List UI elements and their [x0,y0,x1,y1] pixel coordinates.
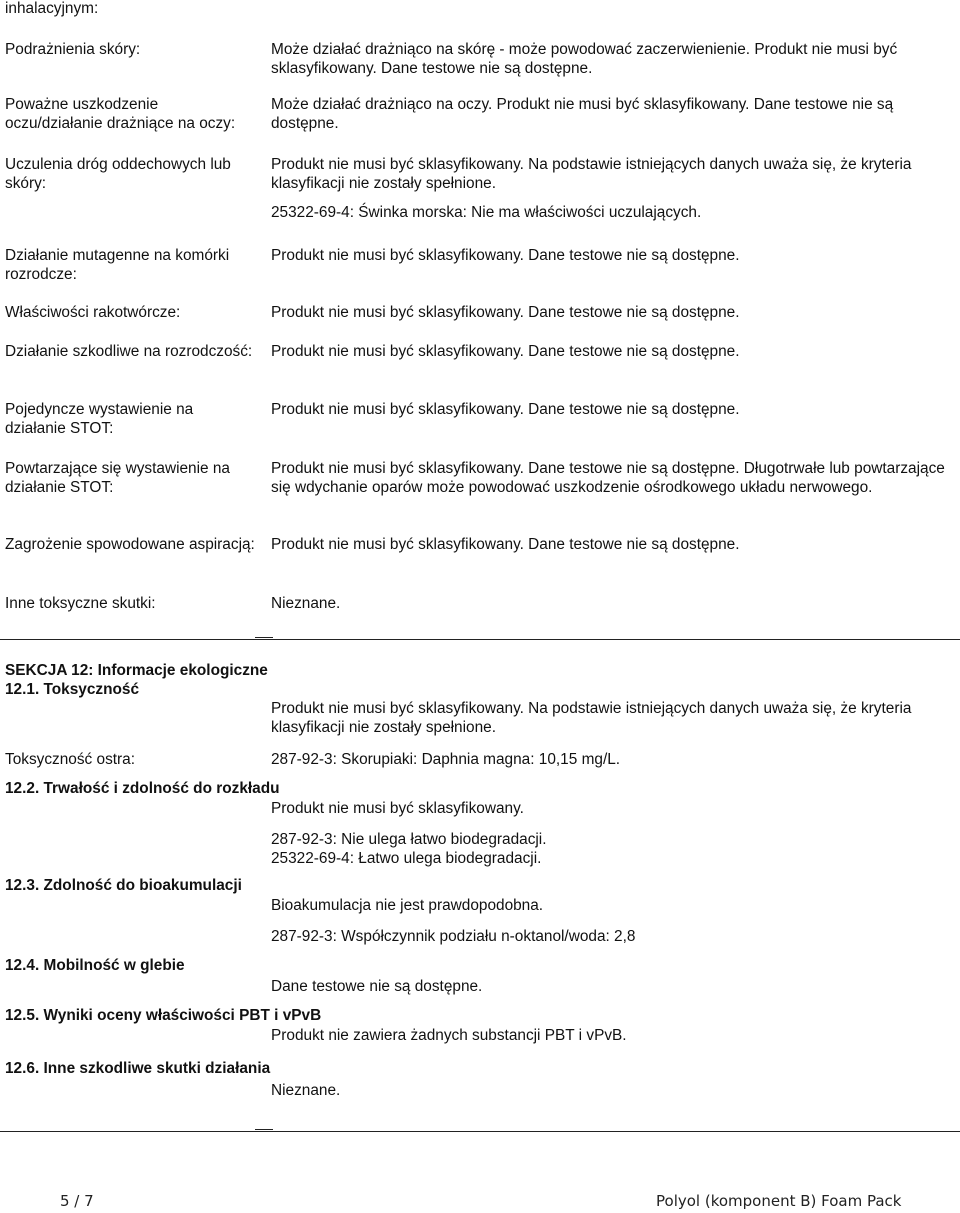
heading-12-2: 12.2. Trwałość i zdolność do rozkładu [5,780,280,797]
label-skin-irritation: Podrażnienia skóry: [5,41,141,58]
value-12-4: Dane testowe nie są dostępne. [271,978,483,995]
product-name: Polyol (komponent B) Foam Pack [656,1192,902,1210]
value-mutagenicity: Produkt nie musi być sklasyfikowany. Dane testowe nie są dostępne. [271,247,740,264]
label-other-toxic-effects: Inne toksyczne skutki: [5,595,156,612]
value-other-toxic-effects: Nieznane. [271,595,341,612]
value-12-3: Bioakumulacja nie jest prawdopodobna. [271,897,544,914]
value-12-5: Produkt nie zawiera żadnych substancji PBT i vPvB. [271,1027,627,1044]
label-aspiration-hazard: Zagrożenie spowodowane aspiracją: [5,536,255,553]
section-12-title: SEKCJA 12: Informacje ekologiczne [5,662,268,679]
label-stot-single: Pojedyncze wystawienie na działanie STOT: [5,401,194,437]
label-carcinogenicity: Właściwości rakotwórcze: [5,304,181,321]
footer-divider-tick [255,1129,273,1130]
value-sensitisation-guinea-pig: 25322-69-4: Świnka morska: Nie ma właściwości uczulających. [271,204,702,221]
heading-12-3: 12.3. Zdolność do bioakumulacji [5,877,242,894]
section-divider [0,639,960,640]
heading-12-6: 12.6. Inne szkodliwe skutki działania [5,1060,271,1077]
continued-label: inhalacyjnym: [5,0,99,17]
value-aspiration-hazard: Produkt nie musi być sklasyfikowany. Dane testowe nie są dostępne. [271,536,740,553]
label-mutagenicity: Działanie mutagenne na komórki rozrodcze: [5,247,230,283]
value-sensitisation: Produkt nie musi być sklasyfikowany. Na podstawie istniejących danych uważa się, że kryteria klasyfikacji nie zostały spełnione. [271,156,912,192]
value-skin-irritation: Może działać drażniąco na skórę - może powodować zaczerwienienie. Produkt nie musi być sklasyfikowany. Dane testowe nie są dostępne. [271,41,898,77]
value-12-3-detail: 287-92-3: Współczynnik podziału n-oktanol/woda: 2,8 [271,928,636,945]
value-eye-damage: Może działać drażniąco na oczy. Produkt nie musi być sklasyfikowany. Dane testowe nie są dostępne. [271,96,894,132]
value-12-1-summary: Produkt nie musi być sklasyfikowany. Na podstawie istniejących danych uważa się, że kryteria klasyfikacji nie zostały spełnione. [271,700,912,736]
divider-tick [255,637,273,638]
label-eye-damage: Poważne uszkodzenie oczu/działanie drażniące na oczy: [5,96,236,132]
footer-divider [0,1131,960,1132]
value-reproductive-toxicity: Produkt nie musi być sklasyfikowany. Dane testowe nie są dostępne. [271,343,740,360]
value-stot-single: Produkt nie musi być sklasyfikowany. Dane testowe nie są dostępne. [271,401,740,418]
value-12-2: Produkt nie musi być sklasyfikowany. [271,800,524,817]
label-stot-repeated: Powtarzające się wystawienie na działanie STOT: [5,460,230,496]
heading-12-5: 12.5. Wyniki oceny właściwości PBT i vPvB [5,1007,322,1024]
page-number: 5 / 7 [60,1192,94,1210]
heading-12-1: 12.1. Toksyczność [5,681,140,698]
value-12-2-detail: 287-92-3: Nie ulega łatwo biodegradacji. 25322-69-4: Łatwo ulega biodegradacji. [271,831,547,867]
label-acute-toxicity: Toksyczność ostra: [5,751,136,768]
heading-12-4: 12.4. Mobilność w glebie [5,957,185,974]
label-reproductive-toxicity: Działanie szkodliwe na rozrodczość: [5,343,253,360]
value-carcinogenicity: Produkt nie musi być sklasyfikowany. Dane testowe nie są dostępne. [271,304,740,321]
value-12-6: Nieznane. [271,1082,341,1099]
value-acute-toxicity: 287-92-3: Skorupiaki: Daphnia magna: 10,15 mg/L. [271,751,621,768]
label-sensitisation: Uczulenia dróg oddechowych lub skóry: [5,156,231,192]
value-stot-repeated: Produkt nie musi być sklasyfikowany. Dane testowe nie są dostępne. Długotrwałe lub powtarzające się wdychanie oparów może powodować uszkodzenie ośrodkowego układu nerwowego. [271,460,945,496]
